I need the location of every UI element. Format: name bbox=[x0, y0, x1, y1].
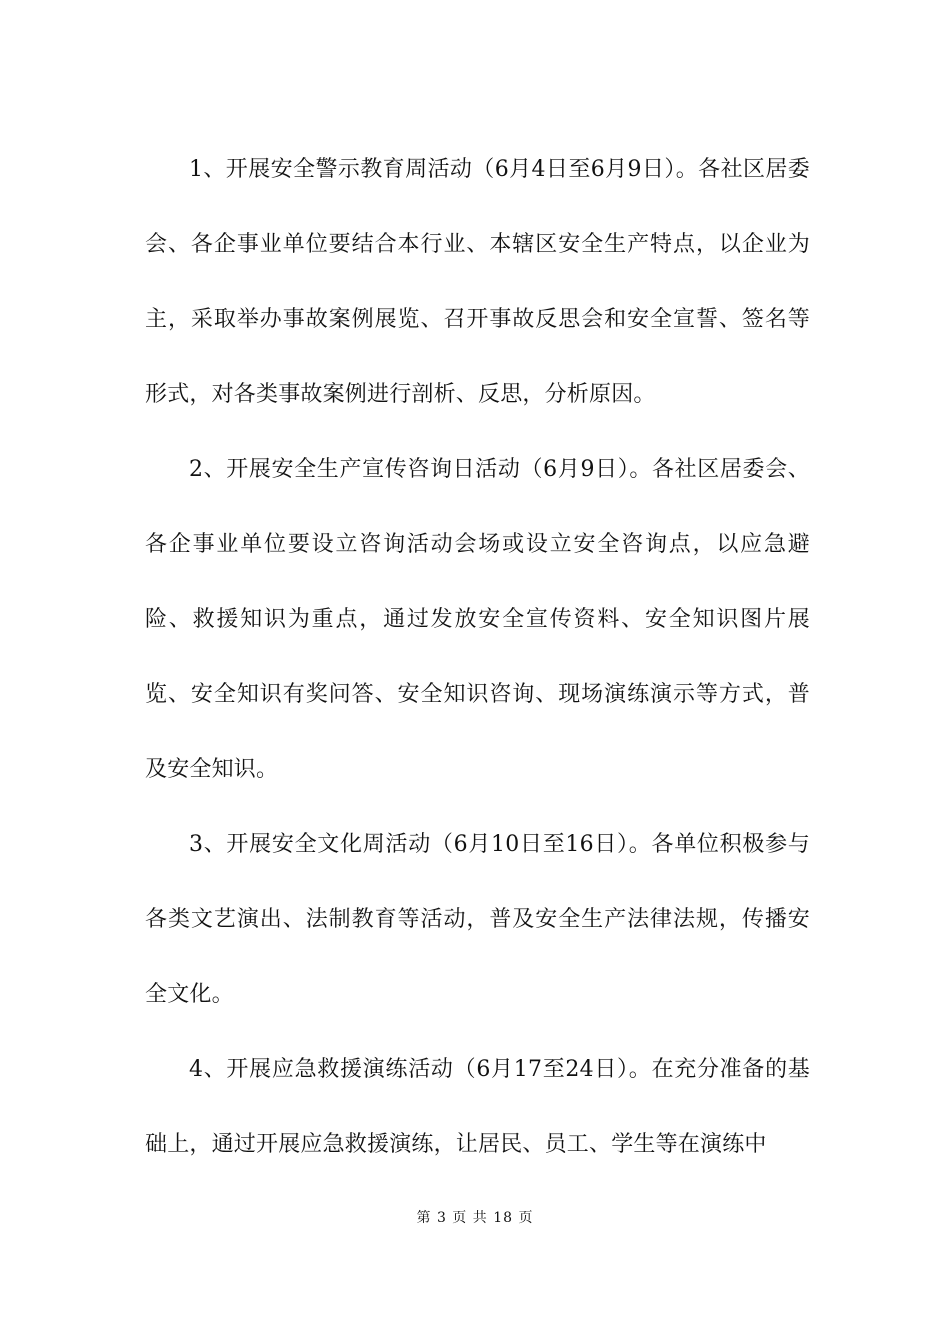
paragraph-4: 4、开展应急救援演练活动（6月17至24日）。在充分准备的基础上，通过开展应急救援演练，让居民、员工、学生等在演练中 bbox=[145, 1057, 810, 1157]
paragraph-1: 1、开展安全警示教育周活动（6月4日至6月9日）。各社区居委会、各企事业单位要结合本行业、本辖区安全生产特点，以企业为主，采取举办事故案例展览、召开事故反思会和安全宣誓、签名等形式，对各类事故案例进行剖析、反思，分析原因。 bbox=[145, 157, 810, 407]
paragraph-3: 3、开展安全文化周活动（6月10日至16日）。各单位积极参与各类文艺演出、法制教育等活动，普及安全生产法律法规，传播安全文化。 bbox=[145, 832, 810, 1007]
paragraph-2: 2、开展安全生产宣传咨询日活动（6月9日）。各社区居委会、各企事业单位要设立咨询活动会场或设立安全咨询点，以应急避险、救援知识为重点，通过发放安全宣传资料、安全知识图片展览、安全知识有奖问答、安全知识咨询、现场演练演示等方式，普及安全知识。 bbox=[145, 457, 810, 782]
page-number-footer: 第 3 页 共 18 页 bbox=[416, 1210, 534, 1226]
document-body bbox=[145, 132, 810, 1182]
